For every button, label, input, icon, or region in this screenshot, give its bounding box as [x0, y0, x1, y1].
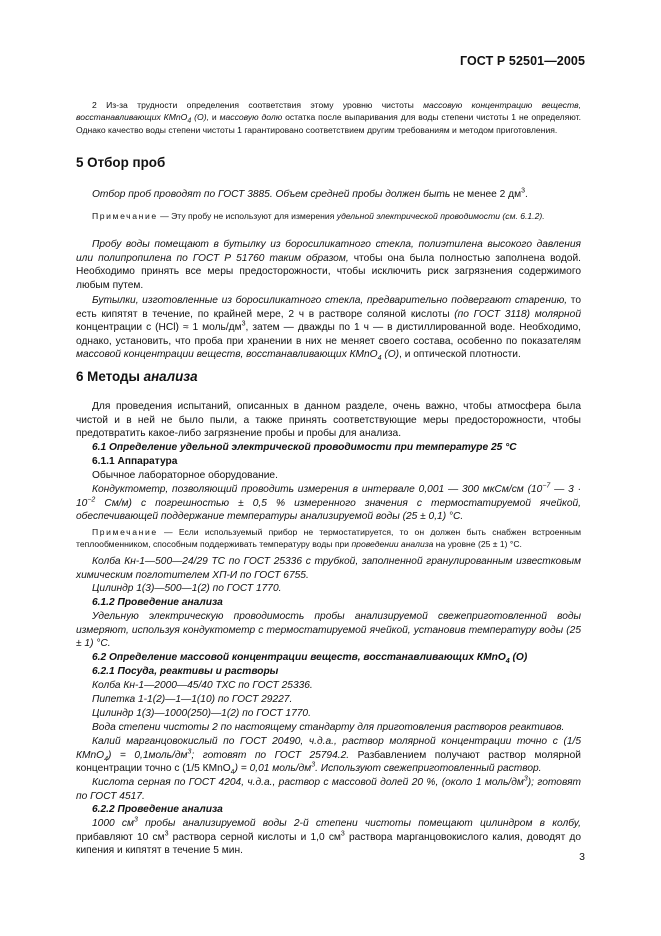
heading-6-2-1: 6.2.1 Посуда, реактивы и растворы	[92, 666, 279, 677]
reagent-6: Кислота серная по ГОСТ 4204, ч.д.а., раствор с массовой долей 20 %, (около 1 моль/$дм^3$); готовят по ГОСТ 4517.	[76, 775, 581, 802]
heading-6-2-2: 6.2.2 Проведение анализа	[92, 804, 223, 815]
reagent-3: Цилиндр 1(3)—1000(250)—1(2) по ГОСТ 1770.	[92, 708, 311, 719]
heading-6-1-1: 6.1.1 Аппаратура	[92, 456, 178, 467]
equipment-text: Обычное лабораторное оборудование.	[92, 470, 278, 481]
heading-6-1-2: 6.1.2 Проведение анализа	[92, 597, 223, 608]
reagent-1: Колба Кн-1—2000—45/40 ТХС по ГОСТ 25336.	[92, 680, 313, 691]
procedure-para: 1000 $см^3$ пробы анализируемой воды 2-й степени чистоты помещают цилиндром в колбу, прибавляют 10 $см^3$ раствора серной кислоты и 1,0 $см^3$ раствора марганцовокислого калия, доводят до кипения и кипятят в течение 5 мин.	[76, 816, 581, 857]
section-5-para-1: Отбор проб проводят по ГОСТ 3885. Объем средней пробы должен быть не менее 2 $дм^3$.	[92, 187, 528, 200]
section-6-para-1: Для проведения испытаний, описанных в данном разделе, очень важно, чтобы атмосфера была чистой и в ней не было пыли, а также принять соответствующие меры предосторожности, чтобы предотвратить какое-либо загрязнение пробы и пробы для анализа.	[76, 401, 581, 440]
section-6-note: Примечание — Если используемый прибор не термостатируется, то он должен быть снабжен встроенным теплообменником, способным поддерживать температуру воды при проведении анализа на уровне (25 ± 1) °С.	[76, 527, 581, 550]
heading-6-1: 6.1 Определение удельной электрической проводимости при температуре 25 °С	[92, 442, 517, 453]
section-6-title: 6 Методы анализа	[76, 369, 198, 384]
section-5-para-3: Бутылки, изготовленные из боросиликатного стекла, предварительно подвергают старению, то есть кипятят в течение, по крайней мере, 2 ч в растворе соляной кислоты (по ГОСТ 3118) молярной концентрации с (НСl) ≈ 1 моль/$дм^3$, затем — дважды по 1 ч — в дистиллированной воде. Необходимо, однако, установить, что проба при хранении в них не меняет своего состава, особенно по показателям массовой концентрации веществ, восстанавливающих КМnО$_4$ (О), и оптической плотности.	[76, 295, 581, 363]
page-number: 3	[579, 851, 585, 863]
conductometer-para: Кондуктометр, позволяющий проводить измерения в интервале 0,001 — 300 мкСм/см ($10^{-7}$ — $3 \cdot 10^{-2}$ См/м) с погрешностью ± 0,5 % измеренного значения с термостатируемой ячейкой, обеспечивающей поддержание температуры анализируемой воды (25 ± 0,1) °С.	[76, 482, 581, 523]
note-2: 2 Из-за трудности определения соответствия этому уровню чистоты массовую концентрацию веществ, восстанавливающих КМnО$_4$ (О), и массовую долю остатка после выпаривания для воды степени чистоты 1 не определяют. Однако качество воды степени чистоты 1 гарантировано соответствием другим требованиям и методом приготовления.	[76, 100, 581, 135]
cylinder-para: Цилиндр 1(3)—500—1(2) по ГОСТ 1770.	[92, 583, 282, 594]
reagent-4: Вода степени чистоты 2 по настоящему стандарту для приготовления растворов реактивов.	[92, 722, 565, 733]
reagent-2: Пипетка 1-1(2)—1—1(10) по ГОСТ 29227.	[92, 694, 293, 705]
section-5-note: Примечание — Эту пробу не используют для измерения удельной электрической проводимости (см. 6.1.2).	[92, 211, 545, 221]
heading-6-2: 6.2 Определение массовой концентрации веществ, восстанавливающих КМnО$_4$ (О)	[92, 652, 528, 666]
flask-para: Колба Кн-1—500—24/29 ТС по ГОСТ 25336 с трубкой, заполненной гранулированным известковым химическим поглотителем ХП-И по ГОСТ 6755.	[76, 556, 581, 581]
document-header: ГОСТ Р 52501—2005	[459, 54, 585, 68]
measurement-para: Удельную электрическую проводимость пробы анализируемой свежеприготовленной воды измеряют, используя кондуктометр с термостатируемой ячейкой, установив температуру воды (25 ± 1) °С.	[76, 611, 581, 650]
section-5-para-2: Пробу воды помещают в бутылку из боросиликатного стекла, полиэтилена высокого давления или полипропилена по ГОСТ Р 51760 таким образом, чтобы она была полностью заполнена водой. Необходимо принять все меры предосторожности, чтобы исключить риск загрязнения содержимого любым путем.	[76, 239, 581, 291]
reagent-5: Калий марганцовокислый по ГОСТ 20490, ч.д.а., раствор молярной концентрации точно с (1/5 КМnО$_4$) = $0,1моль/дм^3$; готовят по ГОСТ 25794.2. Разбавлением получают раствор молярной концентрации точно с (1/5 КМnО$_4$) = 0,01 моль/$дм^3$. Используют свежеприготовленный раствор.	[76, 736, 582, 777]
section-5-title: 5 Отбор проб	[76, 155, 166, 170]
